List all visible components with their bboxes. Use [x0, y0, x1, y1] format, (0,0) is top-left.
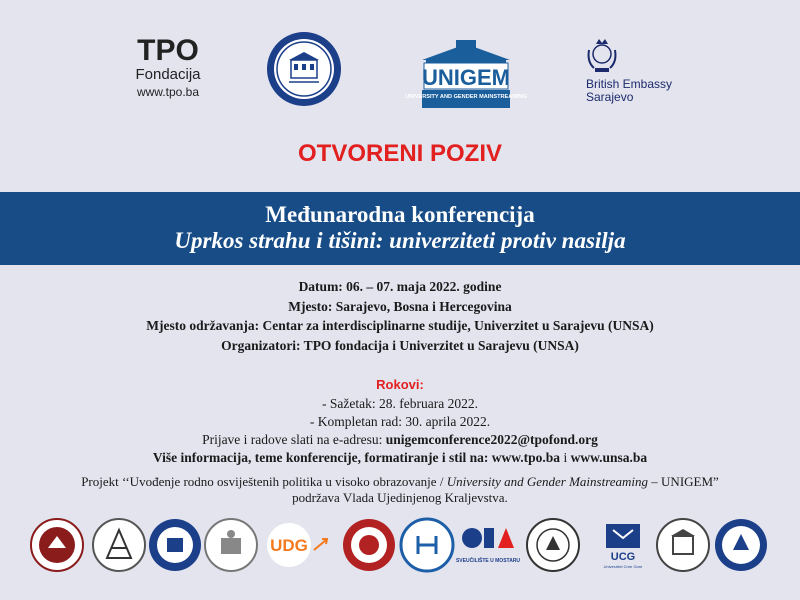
sum-logo-text: SVEUČILIŠTE U MOSTARU [455, 558, 521, 564]
udg-logo [262, 518, 334, 572]
deadlines-section [0, 376, 800, 467]
banner-line1: Međunarodna konferencija [265, 202, 535, 227]
page-title: OTVORENI POZIV [297, 140, 503, 167]
submission-email-link[interactable]: unigemconference2022@tpofond.org [385, 432, 598, 447]
partner-seal-8-logo [656, 518, 710, 572]
partner-seal-3-logo [148, 518, 202, 572]
submission-label: Prijave i radove slati na e-adresu: [202, 432, 386, 447]
event-info [0, 277, 800, 355]
partner-seal-1-logo [30, 518, 84, 572]
unigem-logo-subtext: UNIVERSITY AND GENDER MAINSTREAMING [405, 94, 527, 100]
tpo-logo-url: www.tpo.ba [136, 85, 200, 99]
event-venue: Mjesto održavanja: Centar za interdisciplinarne studije, Univerzitet u Sarajevu (UNSA) [146, 318, 654, 333]
project-text-c: – UNIGEM” [648, 474, 719, 489]
conference-banner [0, 192, 800, 265]
top-logos [0, 30, 800, 110]
event-date: Datum: 06. – 07. maja 2022. godine [298, 279, 502, 294]
ucg-logo-subtext: Univerzitet Crne Gore [603, 564, 643, 569]
project-line2: podržava Vlada Ujedinjenog Kraljevstva. [292, 490, 508, 505]
tpo-logo-mark: TPO [137, 34, 199, 67]
tpo-logo [128, 36, 208, 99]
partner-seal-2-logo [92, 518, 146, 572]
project-note [0, 474, 800, 506]
submission-line [0, 431, 800, 448]
partner-seal-9-logo [714, 518, 768, 572]
partner-logos [30, 518, 780, 578]
partner-seal-6-logo [400, 518, 454, 572]
tpo-website-link[interactable]: www.tpo.ba [491, 450, 561, 465]
event-organizers: Organizatori: TPO fondacija i Univerzitet u Sarajevu (UNSA) [221, 337, 579, 353]
sum-logo [455, 518, 521, 572]
more-info-line [0, 449, 800, 466]
unigem-logo-text: UNIGEM [422, 65, 510, 90]
udg-logo-text: UDG [270, 536, 308, 555]
british-embassy-line1: British Embassy [586, 77, 673, 91]
british-embassy-line2: Sarajevo [586, 90, 634, 104]
deadline-fullpaper: - Kompletan rad: 30. aprila 2022. [309, 414, 491, 429]
project-text-a: Projekt ‘‘Uvođenje rodno osviještenih politika u visoko obrazovanje / [81, 474, 447, 489]
unsa-website-link[interactable]: www.unsa.ba [570, 450, 648, 465]
banner-line2: Uprkos strahu i tišini: univerziteti protiv nasilja [174, 228, 626, 253]
deadlines-header: Rokovi: [376, 377, 424, 392]
project-text-b: University and Gender Mainstreaming [446, 474, 649, 489]
event-place: Mjesto: Sarajevo, Bosna i Hercegovina [288, 298, 512, 314]
partner-seal-4-logo [204, 518, 258, 572]
royal-crest-icon [586, 36, 618, 76]
partner-seal-5-logo [342, 518, 396, 572]
more-info-label: Više informacija, teme konferencije, formatiranje i stil na: [152, 450, 492, 465]
tpo-logo-name: Fondacija [135, 66, 201, 83]
project-line1 [0, 474, 800, 490]
ucg-logo [596, 518, 650, 572]
british-embassy-logo [586, 36, 686, 106]
unsa-seal-logo [265, 30, 343, 108]
deadline-abstract: - Sažetak: 28. februara 2022. [322, 396, 478, 411]
ucg-logo-text: UCG [610, 551, 636, 563]
partner-seal-7-logo [526, 518, 580, 572]
unigem-logo [405, 40, 527, 110]
more-info-separator: i [560, 450, 571, 465]
